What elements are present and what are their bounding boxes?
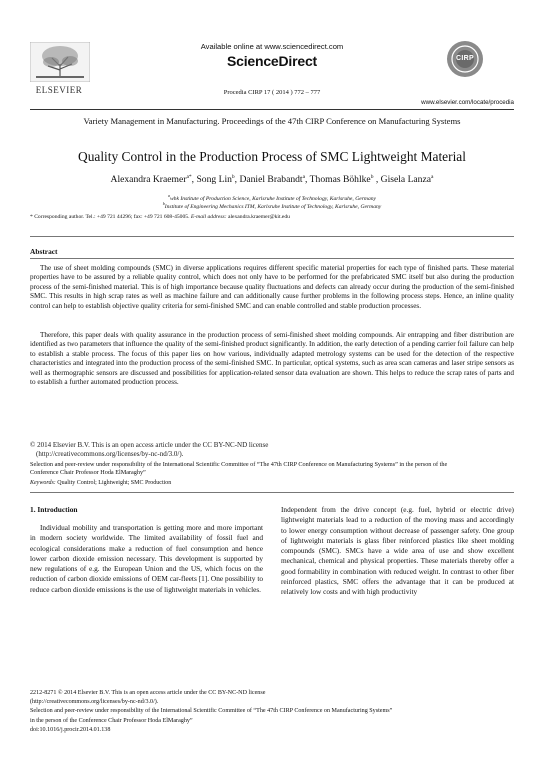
email-address[interactable]: alexandra.kraemer@kit.edu [227, 214, 290, 220]
author-name: Song Lin [196, 174, 232, 186]
corresponding-lead: * Corresponding author. Tel.: +49 721 44296; fax: +49 721 608-45005. [30, 214, 190, 220]
email-label: E-mail address: [190, 214, 227, 220]
intro-right-column: Independent from the drive concept (e.g. fuel, hybrid or electric drive) lightweight materials lead to a reduction of the moving mass and accordingly to lower energy consumption without decrease of passenger safety. One group of lightweight materials is glass fiber reinforced plastics like sheet molding compounds (SMC). SMCs have a wide area of use and show excellent mechanical, chemical and physical properties. These materials thereby offer a good formability in combination with reduced weight. In contrast to other fiber reinforced plastics, SMC offers the advantage that it can be produced at relatively low costs and with high productivity [281, 505, 514, 597]
footer-license-url[interactable]: (http://creativecommons.org/licenses/by-nc-nd/3.0/). [30, 699, 159, 706]
footer-issn-license: 2212-8271 © 2014 Elsevier B.V. This is an open access article under the CC BY-NC-ND license [30, 690, 266, 696]
intro-left-column: Individual mobility and transportation is getting more and more important in modern society worldwide. The limited availability of fossil fuel and ecological considerations make a reduction of fuel consumption and hence lower carbon dioxide emission necessary. This development is supported by new regulations of e.g. the European Union and the US, which focus on the reduction of carbon dioxide emissions of OEM car-fleets [1]. One possibility to reduce carbon dioxide emissions is the use of lightweight materials in vehicles. [30, 523, 263, 594]
footer-doi[interactable]: doi:10.1016/j.procir.2014.01.138 [30, 726, 111, 733]
abstract-paragraph-2: Therefore, this paper deals with quality assurance in the production process of semi-finished sheet molding compounds. Air entrapping and fiber distribution are identified as two parameters that influence the quality of the semi-finished product significantly. In addition, the early detection of a pending carrier foil failure can help to establish a stable process. The focus of this paper lies on how various, individually adapted metrology systems can be used for the detection of the respective characteristics and integrated into the production process of the semi-finished SMC. In particular, optical systems, such as area scan cameras and laser stripe sensors as well as thermographic sensors are discussed and possibilities for application-related sensor data evaluation are shown. This helps to reduce the scrap rates of parts and to establish a further automated production process. [30, 331, 514, 387]
abstract-paragraph-1: The use of sheet molding compounds (SMC) in diverse applications requires different specific material properties for each type of finished parts. These material properties have to be assured by a reliable quality control, which does not only have to be performed for the prefabricated SMC itself but also during the production process of the semi-finished material. This is of high importance because quality fluctuations and defects can already occur during the production of the semi-finished SMC. This results in high scrap rates as well as machine failure and can additionally cause further problems in the following process steps. Hence, an inline quality control can help to establish objective quality criteria for semi-finished SMC and can enable controlled and stable production processes. [30, 264, 514, 310]
review-statement: Selection and peer-review under responsibility of the International Scientific Committee of “The 47th CIRP Conference on Manufacturing Systems” in the person of the Conference Chair Professor Hoda ElMaraghy” [30, 461, 448, 477]
footer-review-chair: in the person of the Conference Chair Professor Hoda ElMaraghy” [30, 717, 193, 724]
keywords-line [30, 480, 514, 486]
author-sup: a [302, 174, 306, 180]
elsevier-tree-icon [30, 42, 90, 82]
license-block [30, 441, 514, 459]
abstract-heading-rule [30, 258, 514, 259]
keywords-text: Quality Control; Lightweight; SMC Production [57, 480, 172, 486]
affiliation-text: wbk Institute of Production Science, Karlsruhe Institute of Technology, Karlsruhe, Germany [169, 195, 377, 202]
author-sup: b [231, 174, 235, 180]
affiliation-text: Institute of Engineering Mechanics ITM, Karlsruhe Institute of Technology, Karlsruhe, Germany [164, 203, 382, 210]
author-sup: a* [186, 174, 192, 180]
author-name: Alexandra Kraemer [110, 174, 187, 186]
author-sup: a [431, 174, 434, 180]
section-heading-introduction: 1. Introduction [30, 505, 78, 514]
conference-line: Variety Management in Manufacturing. Proceedings of the 47th CIRP Conference on Manufacturing Systems [83, 116, 461, 126]
header-rule [30, 109, 514, 110]
elsevier-wordmark: ELSEVIER [35, 85, 83, 95]
abstract-bottom-rule [30, 492, 514, 493]
paper-title: Quality Control in the Production Process of SMC Lightweight Material [78, 149, 466, 164]
author-name: Thomas Böhlke [309, 174, 371, 186]
abstract-top-rule [30, 236, 514, 237]
journal-url[interactable]: www.elsevier.com/locate/procedia [421, 99, 514, 106]
affiliation-sup: b [162, 201, 165, 206]
author-list: Alexandra Kraemer$^{a*}$, Song Lin$^b$, Daniel Brabandt$^a$, Thomas Böhlke$^b$ , Gisela Lanza$^a$ [110, 174, 434, 186]
affiliation-b [0, 201, 544, 210]
cirp-logo-letters: CIRP [456, 55, 474, 62]
author-name: Gisela Lanza [380, 174, 431, 186]
footer-block [30, 689, 514, 735]
author-name: Daniel Brabandt [239, 174, 303, 186]
abstract-heading: Abstract [30, 247, 58, 256]
license-line-1: © 2014 Elsevier B.V. This is an open access article under the CC BY-NC-ND license [30, 441, 269, 449]
keywords-label: Keywords: [30, 480, 56, 486]
affiliation-sup: a [167, 193, 170, 198]
available-online-text: Available online at www.sciencedirect.com [200, 42, 344, 51]
license-url[interactable]: (http://creativecommons.org/licenses/by-nc-nd/3.0/). [36, 450, 184, 458]
journal-reference: Procedia CIRP 17 ( 2014 ) 772 – 777 [223, 89, 321, 96]
footer-review-line: Selection and peer-review under responsibility of the International Scientific Committee of “The 47th CIRP Conference on Manufacturing Systems” [30, 708, 393, 715]
corresponding-author-note [30, 214, 514, 220]
author-sup: b [370, 174, 374, 180]
sciencedirect-wordmark: ScienceDirect [226, 53, 317, 69]
